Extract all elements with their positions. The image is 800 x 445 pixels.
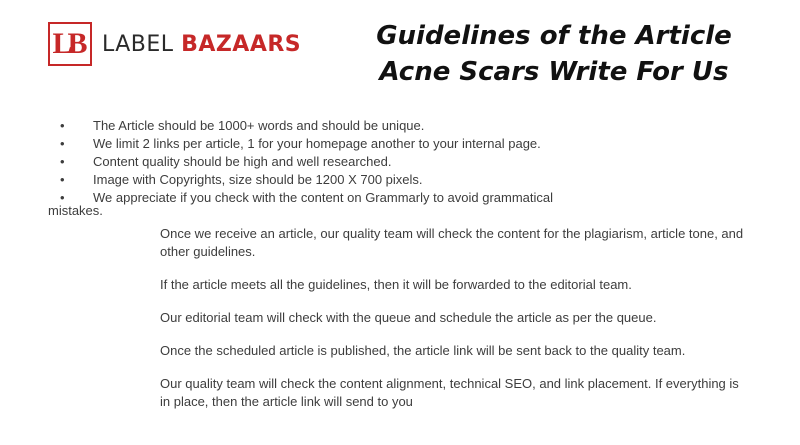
- paragraph: Our editorial team will check with the queue and schedule the article as per the queue.: [160, 310, 657, 325]
- paragraph: Once the scheduled article is published, the article link will be sent back to the quality team.: [160, 343, 686, 358]
- brand-logo: [48, 22, 301, 66]
- logo-wordmark: [102, 32, 301, 57]
- bullet-icon: •: [60, 190, 65, 205]
- list-item: [60, 135, 553, 153]
- bullet-icon: •: [60, 154, 65, 169]
- bullet-icon: •: [60, 172, 65, 187]
- page-title: [358, 18, 750, 90]
- title-line-2: Acne Scars Write For Us: [379, 57, 729, 87]
- bullet-icon: •: [60, 118, 65, 133]
- list-item-text: The Article should be 1000+ words and should be unique.: [93, 118, 425, 133]
- paragraph: Our quality team will check the content alignment, technical SEO, and link placement. If everything is in place, then the article link will send to you: [160, 376, 739, 409]
- list-item-text: We limit 2 links per article, 1 for your homepage another to your internal page.: [93, 136, 541, 151]
- bullet-icon: •: [60, 136, 65, 151]
- list-item-text: We appreciate if you check with the content on Grammarly to avoid grammatical: [93, 190, 554, 205]
- guidelines-list: [60, 117, 553, 207]
- logo-word-bazaars: BAZAARS: [181, 31, 302, 57]
- list-item: [60, 117, 553, 135]
- paragraph: If the article meets all the guidelines, then it will be forwarded to the editorial team.: [160, 277, 632, 292]
- logo-mark: LB: [48, 22, 92, 66]
- paragraph: Once we receive an article, our quality team will check the content for the plagiarism, article tone, and other guidelines.: [160, 226, 744, 259]
- title-line-1: Guidelines of the Article: [376, 21, 732, 51]
- list-item-text: Content quality should be high and well researched.: [93, 154, 392, 169]
- list-item: [60, 171, 553, 189]
- list-item-text: Image with Copyrights, size should be 1200 X 700 pixels.: [93, 172, 423, 187]
- list-item: [60, 189, 553, 207]
- list-item-wrap: mistakes.: [48, 203, 103, 218]
- list-item: [60, 153, 553, 171]
- logo-word-label: LABEL: [102, 31, 174, 57]
- process-paragraphs: [160, 225, 750, 426]
